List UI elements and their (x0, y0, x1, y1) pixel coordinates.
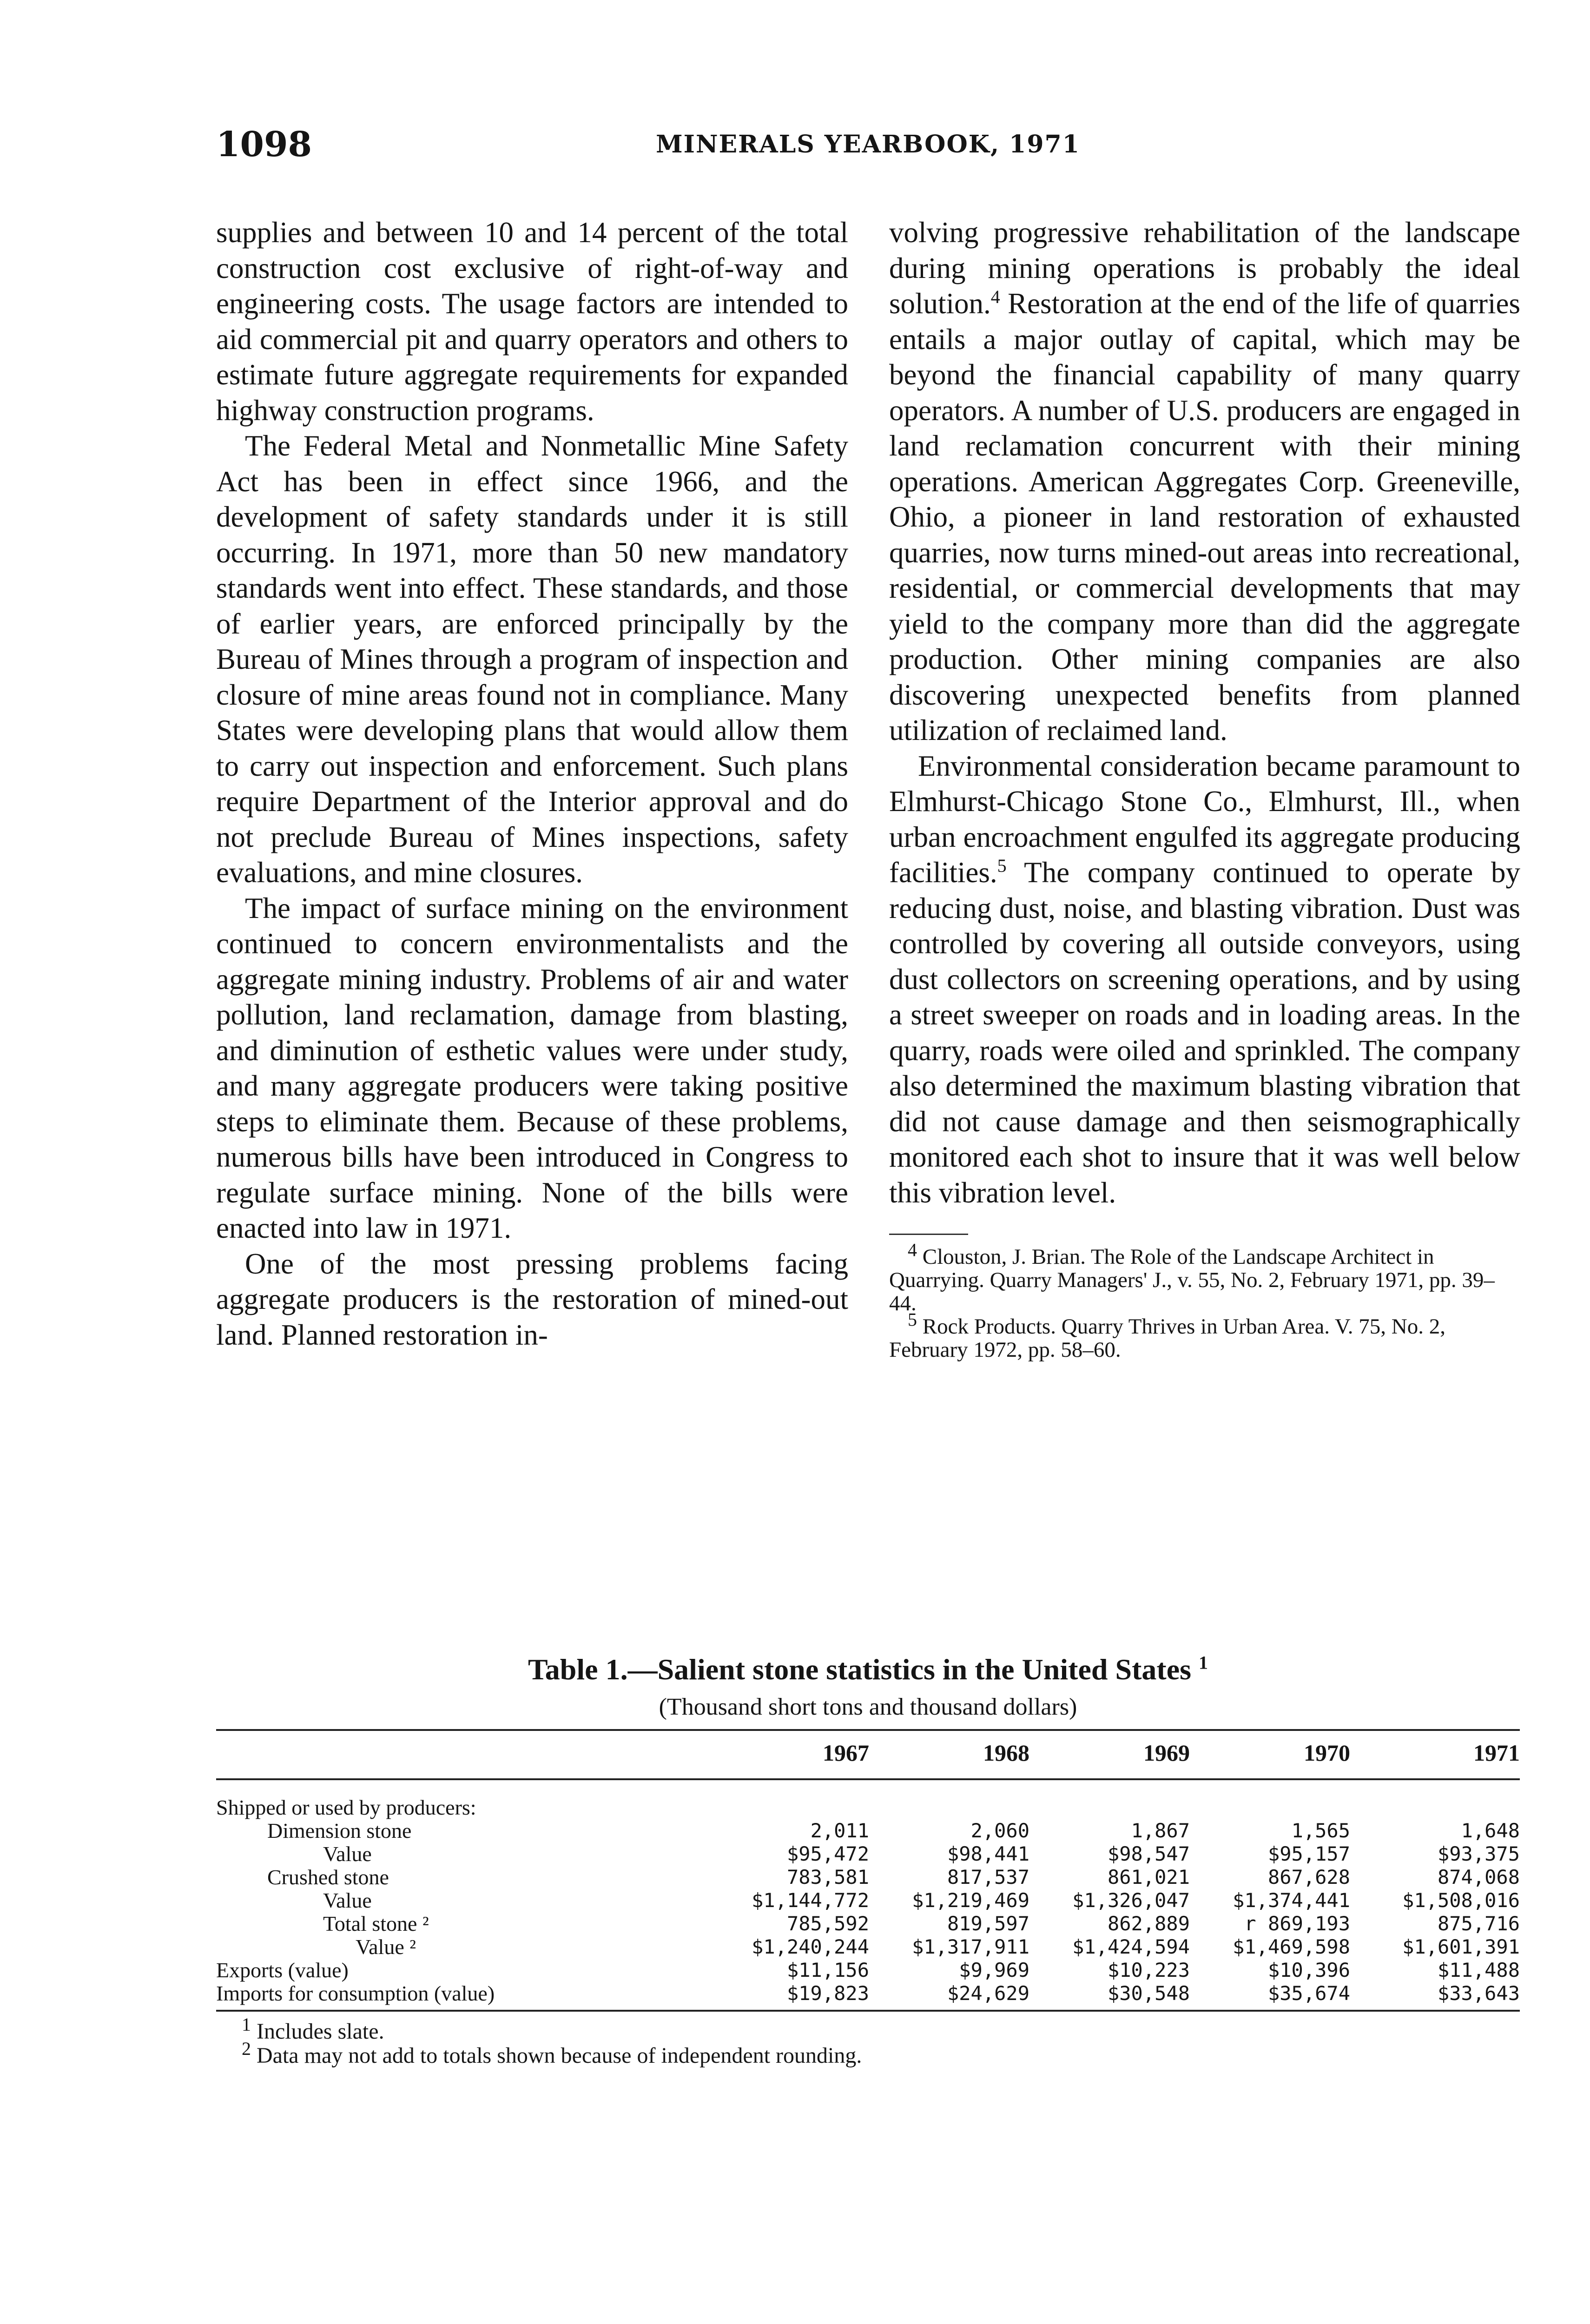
table-cell: $11,156 (786, 1959, 869, 1981)
table-cell: 785,592 (786, 1912, 869, 1935)
footnote-ref: 4 (990, 286, 1000, 307)
table-cell: $93,375 (1437, 1842, 1520, 1865)
table-row (216, 1912, 1520, 1935)
table-cell: $24,629 (869, 1982, 1029, 2011)
table-row (216, 1866, 1520, 1889)
footnotes (889, 1239, 1520, 1362)
table-cell: $1,424,594 (1072, 1935, 1190, 1958)
table-row (216, 1935, 1520, 1959)
column-header: 1968 (869, 1730, 1029, 1779)
table-cell: $98,547 (1107, 1842, 1190, 1865)
table-cell: $1,240,244 (752, 1935, 869, 1958)
text-run: volving progressive rehabilitation of the landscape during mining operations is probably the ideal solution. (889, 216, 1520, 320)
table-row (216, 1819, 1520, 1842)
text-run: Restoration at the end of the life of quarries entails a major outlay of capital, which may be beyond the financial capability of many quarry operators. A number of U.S. producers are engaged in land reclamation concurrent with their mining operations. American Aggregates Corp. Greeneville, Ohio, a pioneer in land restoration of exhausted quarries, now turns mined-out areas into recreational, residential, or commercial developments that may yield to the company more than did the aggregate production. Other mining companies are also discovering unexpected benefits from planned utilization of reclaimed land. (889, 287, 1520, 746)
table-cell: $1,508,016 (1402, 1889, 1520, 1912)
table-cell: $11,488 (1437, 1959, 1520, 1981)
footnote-divider (889, 1234, 968, 1235)
row-label: Dimension stone (267, 1819, 412, 1842)
paragraph: One of the most pressing problems facing aggregate producers is the restoration of mined-out land. Planned restoration in- (216, 1247, 848, 1351)
note-text: Data may not add to totals shown because of independent rounding. (257, 2043, 862, 2068)
footnote-mark: 4 (908, 1239, 917, 1261)
table-cell: 2,060 (970, 1819, 1029, 1842)
page-number: 1098 (216, 125, 312, 165)
row-label: Total stone ² (323, 1912, 429, 1935)
table-cell: $9,969 (959, 1959, 1029, 1981)
table-row (216, 1982, 1520, 2011)
table-cell: $1,317,911 (912, 1935, 1029, 1958)
left-column (216, 215, 848, 1353)
row-label: Value ² (356, 1935, 416, 1959)
row-label: Value (323, 1888, 372, 1912)
table-cell: 819,597 (947, 1912, 1029, 1935)
paragraph (889, 748, 1520, 1211)
table-title-text: Table 1.—Salient stone statistics in the United States (528, 1653, 1192, 1686)
table-cell: $19,823 (709, 1982, 869, 2011)
text-run: Environmental consideration became paramount to Elmhurst-Chicago Stone Co., Elmhurst, Ill., when urban encroachment engulfed its aggregate producing facilities. (889, 749, 1520, 889)
table-note (242, 2014, 1497, 2044)
footnote-text: Rock Products. Quarry Thrives in Urban Area. V. 75, No. 2, February 1972, pp. 58–60. (889, 1314, 1445, 1362)
table-cell: 875,716 (1437, 1912, 1520, 1935)
table-cell: 867,628 (1267, 1866, 1350, 1888)
footnote-ref: 5 (997, 855, 1007, 876)
table-cell: $1,219,469 (912, 1889, 1029, 1912)
section-label: Shipped or used by producers: (216, 1796, 476, 1819)
right-column (889, 215, 1520, 1361)
table-cell: $1,374,441 (1233, 1889, 1350, 1912)
table-notes (242, 2014, 1497, 2068)
table-cell: $1,601,391 (1402, 1935, 1520, 1958)
column-header: 1969 (1029, 1730, 1190, 1779)
footnote-mark: 5 (908, 1309, 917, 1330)
row-label: Exports (value) (216, 1958, 349, 1982)
running-head: MINERALS YEARBOOK, 1971 (656, 130, 1080, 158)
table-cell: 1,867 (1131, 1819, 1190, 1842)
footnote (889, 1239, 1520, 1315)
table-cell: $95,472 (786, 1842, 869, 1865)
table-cell: 862,889 (1107, 1912, 1190, 1935)
table-cell: $1,326,047 (1072, 1889, 1190, 1912)
salient-stone-table (216, 1729, 1520, 2012)
table-row (216, 1889, 1520, 1912)
table-cell: $95,157 (1267, 1842, 1350, 1865)
paragraph (889, 215, 1520, 748)
text-run: The company continued to operate by reducing dust, noise, and blasting vibration. Dust was controlled by covering all outside conveyors, using dust collectors on screening operations, and by using a street sweeper on roads and in loading areas. In the quarry, roads were oiled and sprinkled. The company also determined the maximum blasting vibration that did not cause damage and then seismographically monitored each shot to insure that it was well below this vibration level. (889, 856, 1520, 1209)
paragraph: The impact of surface mining on the environment continued to concern environmentalists and the aggregate mining industry. Problems of air and water pollution, land reclamation, damage from blasting, and diminution of esthetic values were under study, and many aggregate producers were taking positive steps to eliminate them. Because of these problems, numerous bills have been introduced in Congress to regulate surface mining. None of the bills were enacted into law in 1971. (216, 891, 848, 1244)
column-header: 1971 (1350, 1730, 1520, 1779)
table-cell: 874,068 (1437, 1866, 1520, 1888)
table-cell: $30,548 (1029, 1982, 1190, 2011)
row-label: Imports for consumption (value) (216, 1982, 709, 2011)
table-note (242, 2038, 1497, 2068)
table-title (216, 1652, 1520, 1687)
table-row (216, 1959, 1520, 1982)
paragraph: The Federal Metal and Nonmetallic Mine Safety Act has been in effect since 1966, and the development of safety standards under it is still occurring. In 1971, more than 50 new mandatory standards went into effect. These standards, and those of earlier years, are enforced principally by the Bureau of Mines through a program of inspection and closure of mine areas found not in compliance. Many States were developing plans that would allow them to carry out inspection and enforcement. Such plans require Department of the Interior approval and do not preclude Bureau of Mines inspections, safety evaluations, and mine closures. (216, 429, 848, 889)
table-cell: $10,396 (1267, 1959, 1350, 1981)
table-cell: 817,537 (947, 1866, 1029, 1888)
table-cell: r 869,193 (1244, 1912, 1350, 1935)
footnote (889, 1309, 1520, 1362)
table-cell: 783,581 (786, 1866, 869, 1888)
section-row (216, 1796, 1520, 1819)
table-title-ref: 1 (1199, 1652, 1208, 1673)
note-mark: 2 (242, 2038, 251, 2059)
table-header-row (216, 1730, 1520, 1779)
paragraph: supplies and between 10 and 14 percent of the total construction cost exclusive of right-of-way and engineering costs. The usage factors are intended to aid commercial pit and quarry operators and others to estimate future aggregate requirements for expanded highway construction programs. (216, 216, 848, 427)
table-cell: 2,011 (810, 1819, 869, 1842)
table-cell: 1,648 (1461, 1819, 1520, 1842)
spacer-row (216, 1779, 1520, 1796)
table-cell: 1,565 (1291, 1819, 1350, 1842)
table-cell: $98,441 (947, 1842, 1029, 1865)
row-label: Crushed stone (267, 1865, 389, 1889)
table-cell: 861,021 (1107, 1866, 1190, 1888)
table-cell: $10,223 (1107, 1959, 1190, 1981)
table-cell: $35,674 (1190, 1982, 1350, 2011)
table-subtitle: (Thousand short tons and thousand dollars) (659, 1694, 1077, 1720)
stub-header (216, 1730, 709, 1779)
table-row (216, 1842, 1520, 1866)
row-label: Value (323, 1842, 372, 1866)
table-cell: $1,144,772 (752, 1889, 869, 1912)
table-cell: $33,643 (1350, 1982, 1520, 2011)
page-header (216, 125, 1520, 165)
table-cell: $1,469,598 (1233, 1935, 1350, 1958)
note-mark: 1 (242, 2014, 251, 2035)
column-header: 1967 (709, 1730, 869, 1779)
column-header: 1970 (1190, 1730, 1350, 1779)
footnote-text: Clouston, J. Brian. The Role of the Landscape Architect in Quarrying. Quarry Managers' J., v. 55, No. 2, February 1971, pp. 39–44. (889, 1245, 1495, 1315)
note-text: Includes slate. (257, 2019, 384, 2044)
